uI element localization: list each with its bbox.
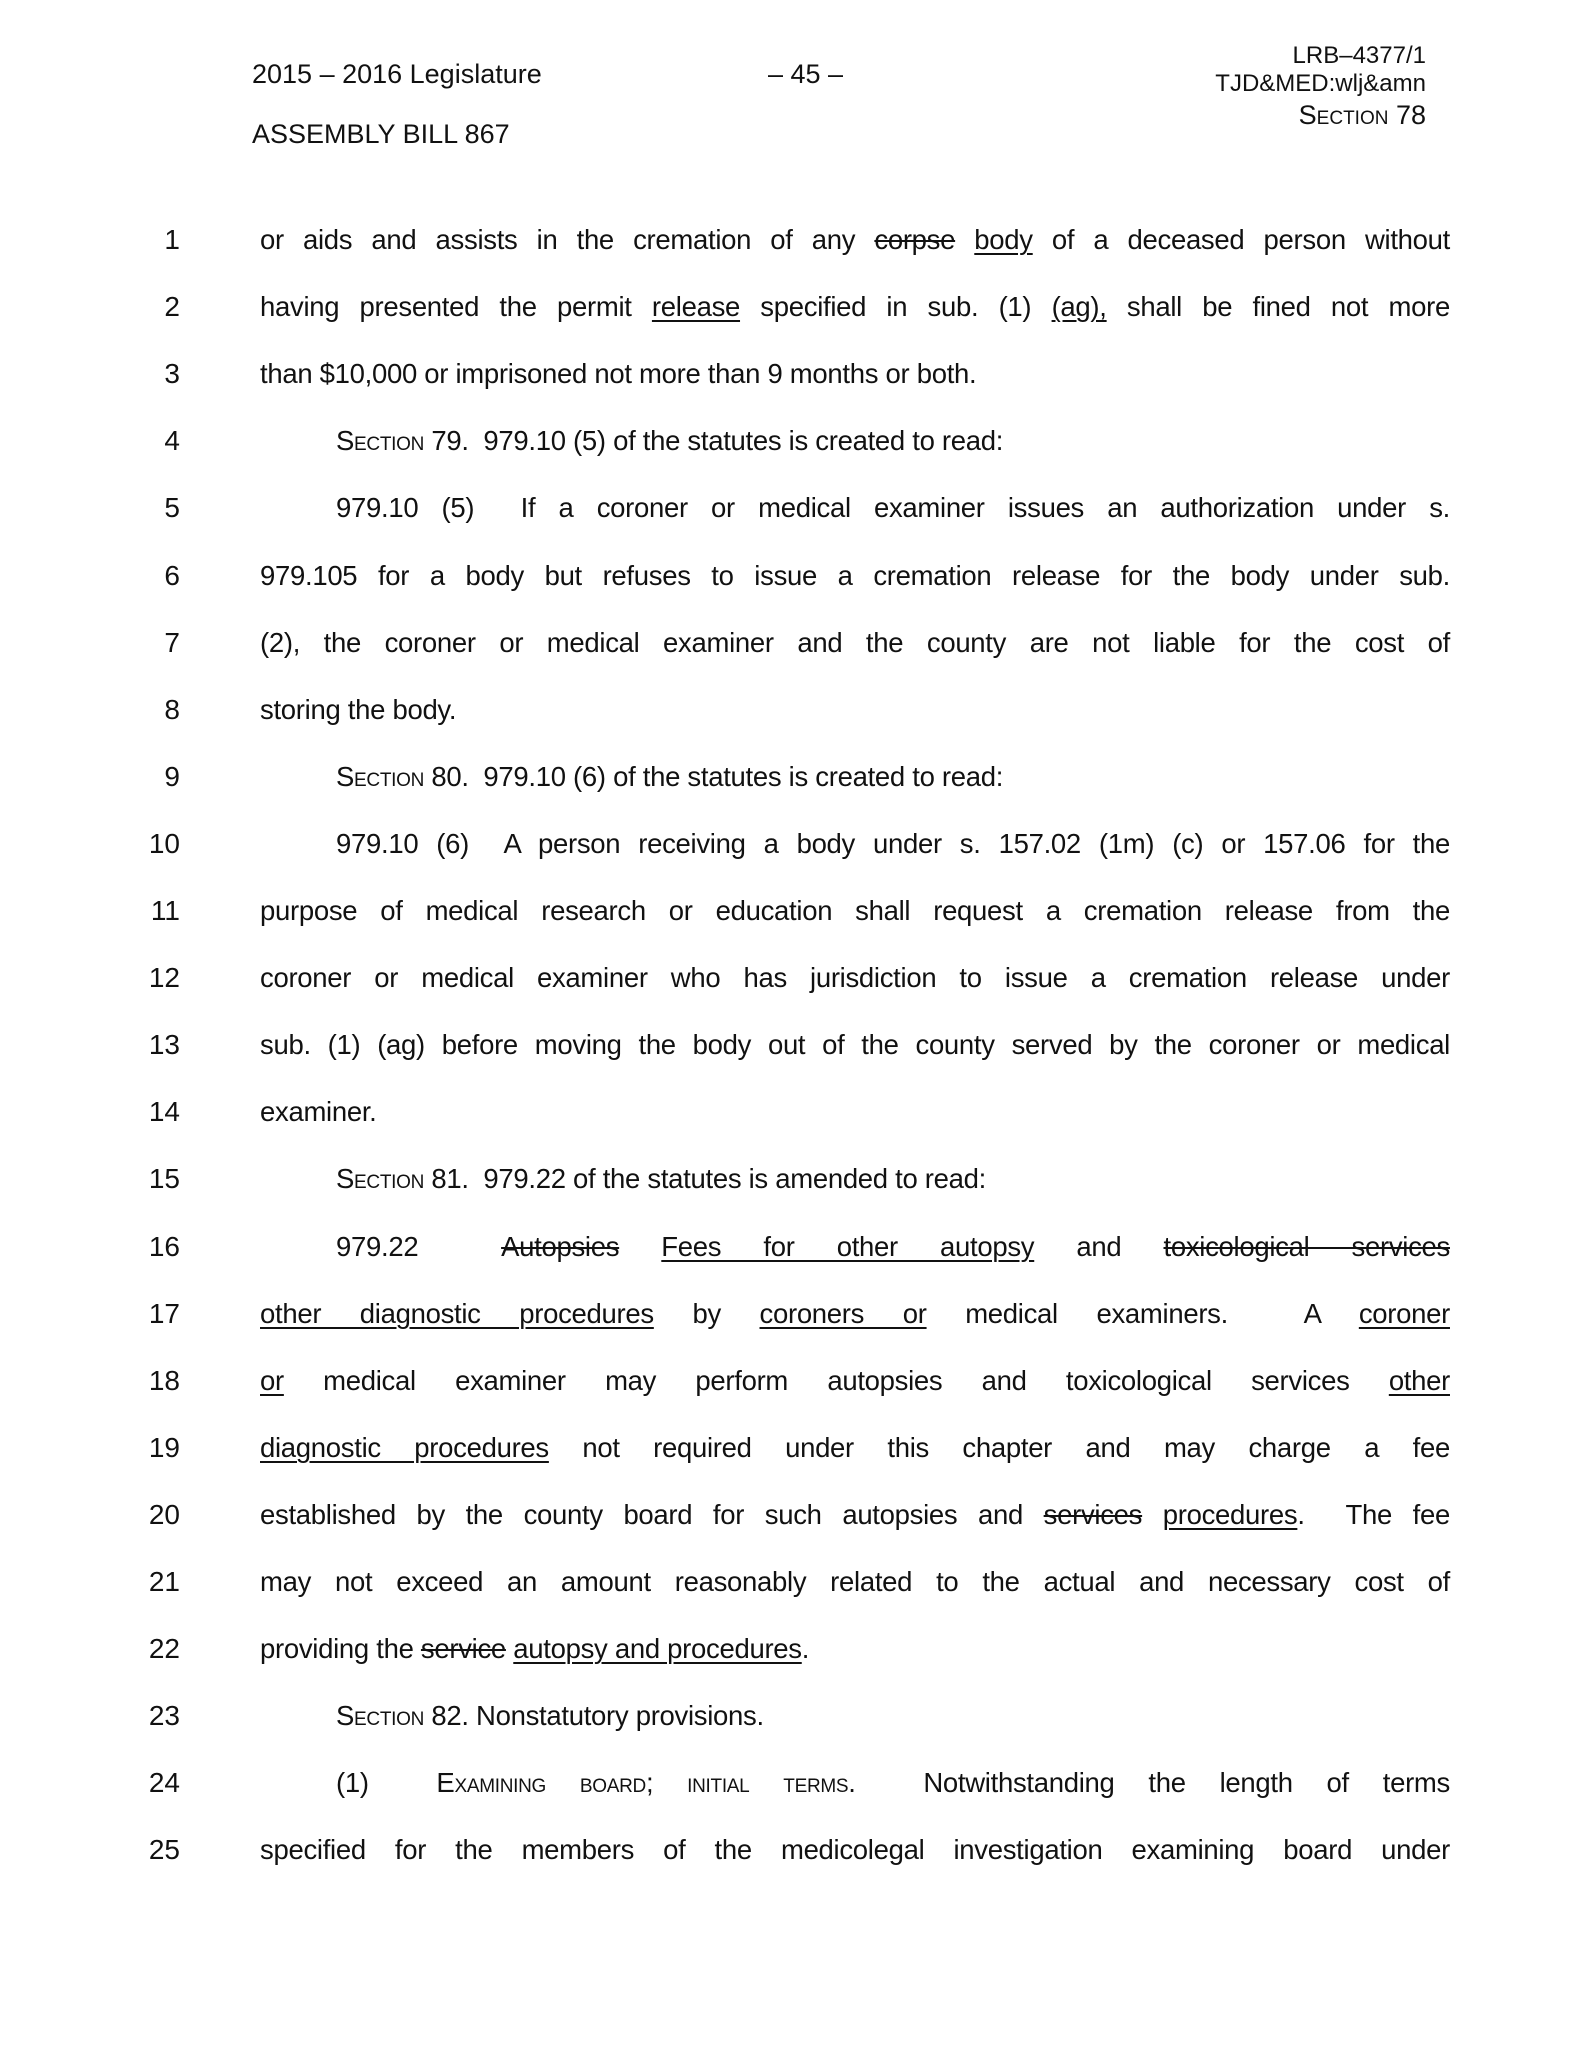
bill-line: [0, 220, 1583, 287]
line-number: 2: [164, 291, 180, 323]
bill-line: [0, 1696, 1583, 1763]
line-text: [260, 958, 1450, 998]
line-number: 8: [164, 693, 180, 725]
line-number: 17: [148, 1297, 180, 1329]
deleted-text: corpse: [874, 224, 956, 255]
section-heading: Section 81.: [336, 1163, 469, 1195]
text-segment: sub. (1) (ag) before moving the body out of the county served by the coroner or medical: [260, 1029, 1450, 1061]
line-number: 3: [164, 358, 180, 390]
line-text: [260, 354, 1450, 394]
inserted-text: autopsy and procedures: [513, 1633, 802, 1665]
line-text: [260, 1025, 1450, 1065]
inserted-text: Fees for other autopsy: [661, 1230, 1035, 1262]
text-segment: Notwithstanding the length of terms: [855, 1767, 1450, 1799]
line-number: 24: [148, 1767, 180, 1799]
line-text: [336, 1227, 1450, 1267]
section-heading: Section 82.: [336, 1700, 469, 1732]
line-text: [260, 287, 1450, 327]
bill-line: [0, 623, 1583, 690]
bill-line: [0, 1227, 1583, 1294]
line-text: [260, 891, 1450, 931]
line-text: [260, 1495, 1450, 1535]
text-segment: storing the body.: [260, 693, 457, 725]
text-segment: or aids and assists in the cremation of any: [260, 224, 875, 255]
bill-line: [0, 1159, 1583, 1226]
text-segment: having presented the permit: [260, 291, 652, 323]
deleted-text: toxicological services: [1163, 1230, 1450, 1262]
line-text: [260, 220, 1450, 260]
inserted-text: diagnostic procedures: [260, 1431, 549, 1463]
text-segment: 979.10 (5) of the statutes is created to read:: [468, 425, 1004, 457]
line-text: [260, 623, 1450, 663]
inserted-text: coroner: [1358, 1297, 1450, 1329]
section-heading: Examining board; initial terms.: [436, 1767, 856, 1799]
text-segment: 979.10 (5) If a coroner or medical examiner issues an authorization under s.: [336, 492, 1450, 524]
bill-line: [0, 958, 1583, 1025]
bill-line: [0, 1294, 1583, 1361]
line-number: 13: [148, 1029, 180, 1061]
line-text: [260, 1629, 1450, 1669]
line-text: [260, 1294, 1450, 1334]
deleted-text: service: [420, 1633, 506, 1665]
line-number: 23: [148, 1700, 180, 1732]
line-number: 10: [148, 827, 180, 859]
line-number: 9: [164, 760, 180, 792]
bill-line: [0, 891, 1583, 958]
text-segment: medical examiner may perform autopsies and toxicological services: [283, 1364, 1389, 1396]
line-text: [260, 1361, 1450, 1401]
bill-line: [0, 1025, 1583, 1092]
line-number: 21: [148, 1566, 180, 1597]
line-text: [260, 1830, 1450, 1870]
line-number: 6: [164, 559, 180, 591]
line-number: 4: [164, 425, 180, 457]
line-text: [336, 1696, 1450, 1736]
drafter-initials: TJD&MED:wlj&amn: [1215, 70, 1426, 97]
line-number: 5: [164, 492, 180, 524]
line-number: 15: [148, 1163, 180, 1195]
bill-line: [0, 1428, 1583, 1495]
line-number: 12: [148, 962, 180, 994]
bill-line: [0, 1092, 1583, 1159]
bill-line: [0, 690, 1583, 757]
line-text: [336, 1763, 1450, 1803]
line-number: 18: [148, 1364, 180, 1396]
line-text: [336, 488, 1450, 528]
line-number: 20: [148, 1498, 180, 1530]
line-number: 19: [148, 1431, 180, 1463]
text-segment: specified in sub. (1): [740, 291, 1052, 323]
inserted-text: procedures: [1162, 1498, 1298, 1530]
bill-line: [0, 1361, 1583, 1428]
line-text: [260, 1428, 1450, 1468]
text-segment: .: [801, 1633, 810, 1665]
bill-line: [0, 757, 1583, 824]
deleted-text: Autopsies: [501, 1230, 620, 1262]
text-segment: coroner or medical examiner who has jurisdiction to issue a cremation release under: [260, 962, 1450, 994]
legislature-label: 2015 – 2016 Legislature: [252, 59, 542, 89]
line-number: 1: [164, 224, 180, 255]
text-segment: examiner.: [260, 1096, 377, 1128]
text-segment: (2), the coroner or medical examiner and the county are not liable for the cost of: [260, 626, 1450, 658]
text-segment: Nonstatutory provisions.: [468, 1700, 764, 1732]
text-segment: 979.105 for a body but refuses to issue a cremation release for the body under sub.: [260, 559, 1450, 591]
lrb-number: LRB–4377/1: [1292, 42, 1426, 69]
line-text: [260, 556, 1450, 596]
line-text: [260, 690, 1450, 730]
inserted-text: release: [651, 291, 741, 323]
inserted-text: other diagnostic procedures: [260, 1297, 654, 1329]
bill-line: [0, 1562, 1583, 1629]
section-heading: Section 79.: [336, 425, 469, 457]
text-segment: medical examiners. A: [926, 1297, 1359, 1329]
text-segment: (1): [336, 1767, 437, 1799]
text-segment: 979.10 (6) of the statutes is created to read:: [468, 760, 1004, 792]
text-segment: not required under this chapter and may charge a fee: [548, 1431, 1450, 1463]
text-segment: 979.22: [336, 1230, 502, 1262]
bill-line: [0, 1629, 1583, 1696]
bill-line: [0, 1763, 1583, 1830]
bill-line: [0, 556, 1583, 623]
text-segment: 979.10 (6) A person receiving a body under s. 157.02 (1m) (c) or 157.06 for the: [336, 827, 1450, 859]
bill-number: ASSEMBLY BILL 867: [252, 119, 510, 149]
bill-line: [0, 824, 1583, 891]
line-number: 7: [164, 626, 180, 658]
line-text: [260, 1562, 1450, 1602]
text-segment: 979.22 of the statutes is amended to read:: [468, 1163, 986, 1195]
line-number: 14: [148, 1096, 180, 1128]
page-number: – 45 –: [768, 59, 844, 89]
bill-line: [0, 1830, 1583, 1897]
text-segment: purpose of medical research or education shall request a cremation release from the: [260, 895, 1450, 926]
bill-line: [0, 287, 1583, 354]
text-segment: established by the county board for such autopsies and: [260, 1498, 1044, 1530]
line-number: 16: [148, 1230, 180, 1262]
text-segment: [955, 224, 974, 255]
section-heading: Section 80.: [336, 760, 469, 792]
text-segment: of a deceased person without: [1032, 224, 1450, 255]
deleted-text: services: [1043, 1498, 1143, 1530]
inserted-text: coroners or: [759, 1297, 927, 1329]
text-segment: specified for the members of the medicolegal investigation examining board under: [260, 1834, 1450, 1866]
line-number: 11: [150, 895, 180, 926]
line-text: [336, 757, 1450, 797]
text-segment: may not exceed an amount reasonably related to the actual and necessary cost of: [260, 1566, 1450, 1597]
inserted-text: other: [1388, 1364, 1450, 1396]
inserted-text: (ag),: [1051, 291, 1107, 323]
line-text: [336, 421, 1450, 461]
inserted-text: body: [974, 224, 1033, 255]
line-number: 22: [148, 1633, 180, 1665]
bill-line: [0, 488, 1583, 555]
header-reference-block: [1215, 42, 1426, 132]
line-text: [260, 1092, 1450, 1132]
text-segment: shall be fined not more: [1106, 291, 1450, 323]
bill-line: [0, 1495, 1583, 1562]
text-segment: [1142, 1499, 1163, 1530]
text-segment: and: [1034, 1230, 1164, 1262]
text-segment: . The fee: [1297, 1498, 1450, 1530]
inserted-text: or: [260, 1364, 284, 1396]
bill-line: [0, 421, 1583, 488]
section-label: Section 78: [1298, 100, 1426, 130]
text-segment: by: [653, 1297, 760, 1329]
bill-line: [0, 354, 1583, 421]
line-number: 25: [148, 1834, 180, 1866]
text-segment: providing the: [260, 1633, 421, 1665]
line-text: [336, 1159, 1450, 1199]
text-segment: than $10,000 or imprisoned not more than 9 months or both.: [260, 358, 977, 390]
line-text: [336, 824, 1450, 864]
text-segment: [619, 1231, 661, 1262]
